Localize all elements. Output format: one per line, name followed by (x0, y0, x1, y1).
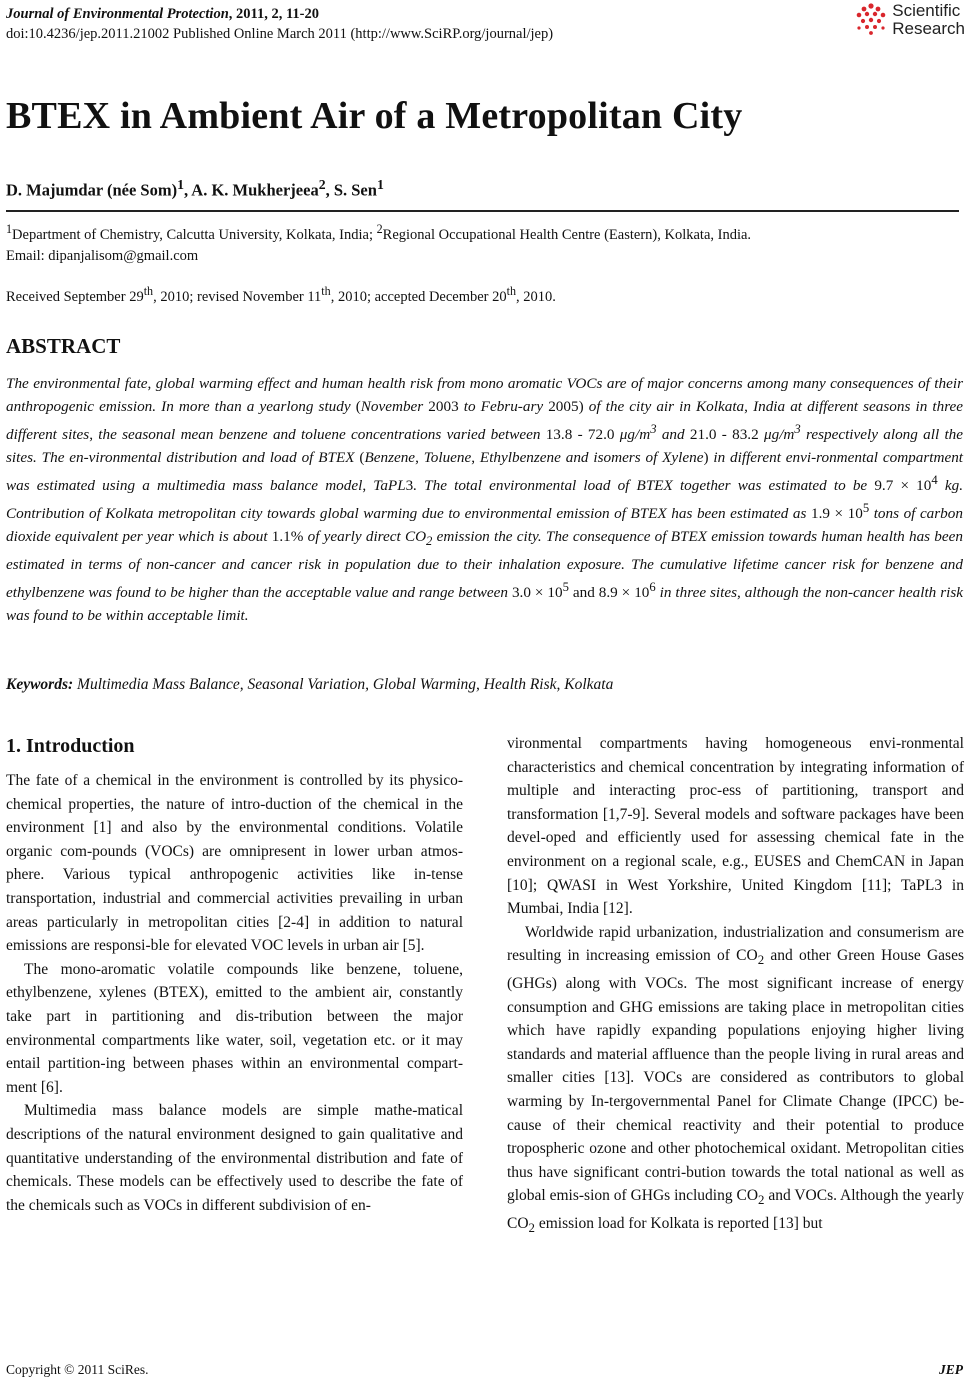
abstract-text: The environmental fate, global warming effect and human health risk from mono aromatic VOCs are of major concerns among many consequences of their anthropogenic emission. In more than a yearlong study (November 2003 to Febru-ary 2005) of the city air in Kolkata, India at different seasons in three different sites, the seasonal mean benzene and toluene concentrations varied between 13.8 - 72.0 $\mu g/m^3$ and 21.0 - 83.2 $\mu g/m^3$ respectively along all the sites. The en-vironmental distribution and load of BTEX (Benzene, Toluene, Ethylbenzene and isomers of Xylene) in different envi-ronmental compartment was estimated using a multimedia mass balance model, TaPL3. The total environmental load of BTEX together was estimated to be $9.7 \times 10^4$ kg. Contribution of Kolkata metropolitan city towards global warming due to environmental emission of BTEX has been estimated as $1.9 \times 10^5$ tons of carbon dioxide equivalent per year which is about 1.1% of yearly direct $CO_2$ emission the city. The consequence of BTEX emission towards human health has been estimated in terms of non-cancer and cancer risk in population due to their inhalation exposure. The cumulative lifetime cancer risk for benzene and ethylbenzene was found to be higher than the acceptable value and range between $3.0 \times 10^5$ and $8.9 \times 10^6$ in three sites, although the non-cancer health risk was found to be within acceptable limit. (6, 375, 964, 625)
abstract-heading: ABSTRACT (6, 334, 121, 358)
body-column-left (6, 732, 463, 1217)
running-header (6, 4, 553, 44)
header-rule (6, 210, 959, 212)
journal-volume: , 2011, 2, 11-20 (228, 6, 320, 22)
body-column-right (507, 732, 964, 1240)
body-paragraph: vironmental compartments having homogeneous envi-ronmental characteristics and chemical concentration by integrating information of multiple and interacting proc-ess of partitioning, transport and transformation [1,7-9]. Several models and software packages have been devel-oped and efficiently used for assessing chemical fate in the environment on a regional scale, e.g., EUSES and ChemCAN in Japan [10]; QWASI in West Yorkshire, United Kingdom [11]; TaPL3 in Mumbai, India [12]. (507, 735, 964, 918)
copyright: Copyright © 2011 SciRes. (6, 1362, 149, 1377)
keywords: Keywords: Multimedia Mass Balance, Seasonal Variation, Global Warming, Health Risk, Kolkata (6, 676, 614, 693)
paper-title: BTEX in Ambient Air of a Metropolitan City (6, 95, 743, 137)
affiliation-line: $^1$Department of Chemistry, Calcutta University, Kolkata, India; $^2$Regional Occupational Health Centre (Eastern), Kolkata, India. (6, 222, 752, 243)
logo-wordmark: Scientific Research (892, 1, 965, 38)
journal-line (6, 4, 553, 24)
page-footer (6, 1362, 963, 1378)
body-paragraph: The mono-aromatic volatile compounds like benzene, toluene, ethylbenzene, xylenes (BTEX), emitted to the ambient air, constantly take part in partitioning and dis-tribution between the major environmental compartments like water, soil, vegetation etc. or it may entail partition-ing between phases within an environmental compart-ment [6]. (6, 960, 463, 1096)
journal-abbreviation: JEP (938, 1362, 963, 1377)
author-email: Email: dipanjalisom@gmail.com (6, 247, 199, 264)
body-paragraph: The fate of a chemical in the environment is controlled by its physico-chemical properties, the nature of intro-duction of the chemical in the environment [1] and also by the environmental conditions. Volatile organic com-pounds (VOCs) are omnipresent in lower urban atmos-phere. Various typical anthropogenic activities like in-tense transportation, industrial and commercial activities prevailing in urban areas particularly in metropolitan cities [2-4] in addition to natural emissions are responsi-ble for elevated VOC levels in urban air [5]. (6, 772, 463, 955)
body-paragraph: Multimedia mass balance models are simple mathe-matical descriptions of the natural environment designed to gain qualitative and quantitative understanding of the environmental distribution and fate of chemicals. These models can be effectively used to describe the fate of the chemicals such as VOCs in different subdivision of en- (6, 1102, 463, 1214)
received-dates: Received September 29th, 2010; revised November 11th, 2010; accepted December 20th, 2010. (6, 284, 556, 305)
section-heading-introduction: 1. Introduction (6, 735, 135, 757)
scientific-research-logo-icon (854, 3, 888, 37)
publisher-logo (854, 2, 965, 38)
affiliations (6, 219, 751, 267)
doi-line: doi:10.4236/jep.2011.21002 Published Online March 2011 (http://www.SciRP.org/journal/jep) (6, 26, 554, 42)
journal-name: Journal of Environmental Protection (6, 6, 229, 22)
author-list: D. Majumdar (née Som)$^1$, A. K. Mukherjeea$^2$, S. Sen$^1$ (6, 177, 384, 200)
body-paragraph: Worldwide rapid urbanization, industrialization and consumerism are resulting in increasing emission of $CO_2$ and other Green House Gases (GHGs) along with VOCs. The most significant increase of energy consumption and GHG emissions are taking place in metropolitan cities which have rapidly expanding populations enjoying higher living standards and material affluence than the people living in rural areas and smaller cities [13]. VOCs are considered as contributors to global warming by In-tergovernmental Panel for Climate Change (IPCC) be-cause of their chemical reactivity and their potential to produce tropospheric ozone and other photochemical oxidant. Metropolitan cities thus have significant contri-bution towards the total national as well as global emis-sion of GHGs including $CO_2$ and VOCs. Although the yearly $CO_2$ emission load for Kolkata is reported [13] but (507, 923, 964, 1236)
